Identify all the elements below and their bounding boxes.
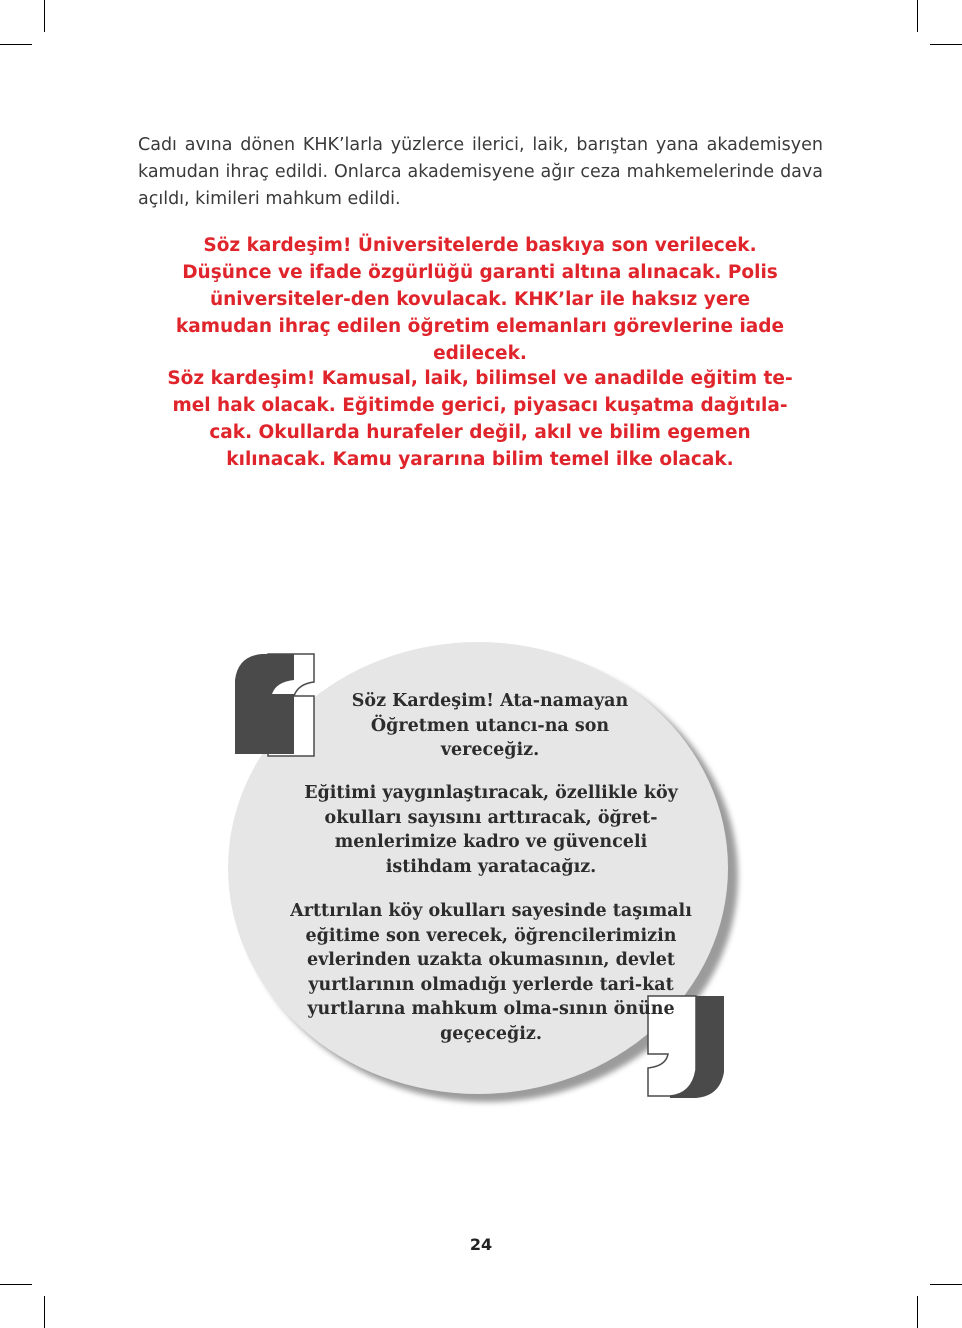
crop-mark — [917, 1296, 918, 1328]
promise-paragraph-2: Söz kardeşim! Kamusal, laik, bilimsel ve anadilde eğitim te-mel hak olacak. Eğitimde gerici, piyasacı kuşatma dağıtıla-cak. Okullarda hurafeler değil, akıl ve bilim egemen kılınacak. Kamu yararına bilim temel ilke olacak. — [167, 368, 793, 470]
quote-paragraph-3: Arttırılan köy okulları sayesinde taşımalı eğitime son verecek, öğrencilerimizin evlerinden uzakta okumasının, devlet yurtlarının olmadığı yerlerde tari-kat yurtlarına mahkum olma-sının önüne geçeceğiz. — [290, 901, 692, 1044]
quote-paragraph-2: Eğitimi yaygınlaştıracak, özellikle köy okulları sayısını arttıracak, öğret-menlerimize kadro ve güvenceli istihdam yaratacağız. — [304, 783, 678, 877]
intro-paragraph: Cadı avına dönen KHK’larla yüzlerce ilerici, laik, barıştan yana akademisyen kamudan ihraç edildi. Onlarca akademisyene ağır ceza mahkemelerinde dava açıldı, kimileri mahkum edildi. — [138, 135, 823, 209]
page-number: 24 — [469, 1235, 493, 1254]
open-quote-icon — [232, 652, 316, 758]
crop-mark — [44, 0, 45, 32]
promise-paragraph-1: Söz kardeşim! Üniversitelerde baskıya son verilecek. Düşünce ve ifade özgürlüğü garanti altına alınacak. Polis üniversiteler-den kovulacak. KHK’lar ile haksız yere kamudan ihraç edilen öğretim elemanları görevlerine iade edilecek. — [175, 235, 785, 364]
quote-paragraph-1: Söz Kardeşim! Ata-namayan Öğretmen utancı-na son vereceğiz. — [351, 691, 629, 761]
crop-mark — [930, 1284, 962, 1285]
crop-mark — [917, 0, 918, 32]
crop-mark — [44, 1296, 45, 1328]
crop-mark — [0, 1284, 32, 1285]
crop-mark — [930, 44, 962, 45]
crop-mark — [0, 44, 32, 45]
